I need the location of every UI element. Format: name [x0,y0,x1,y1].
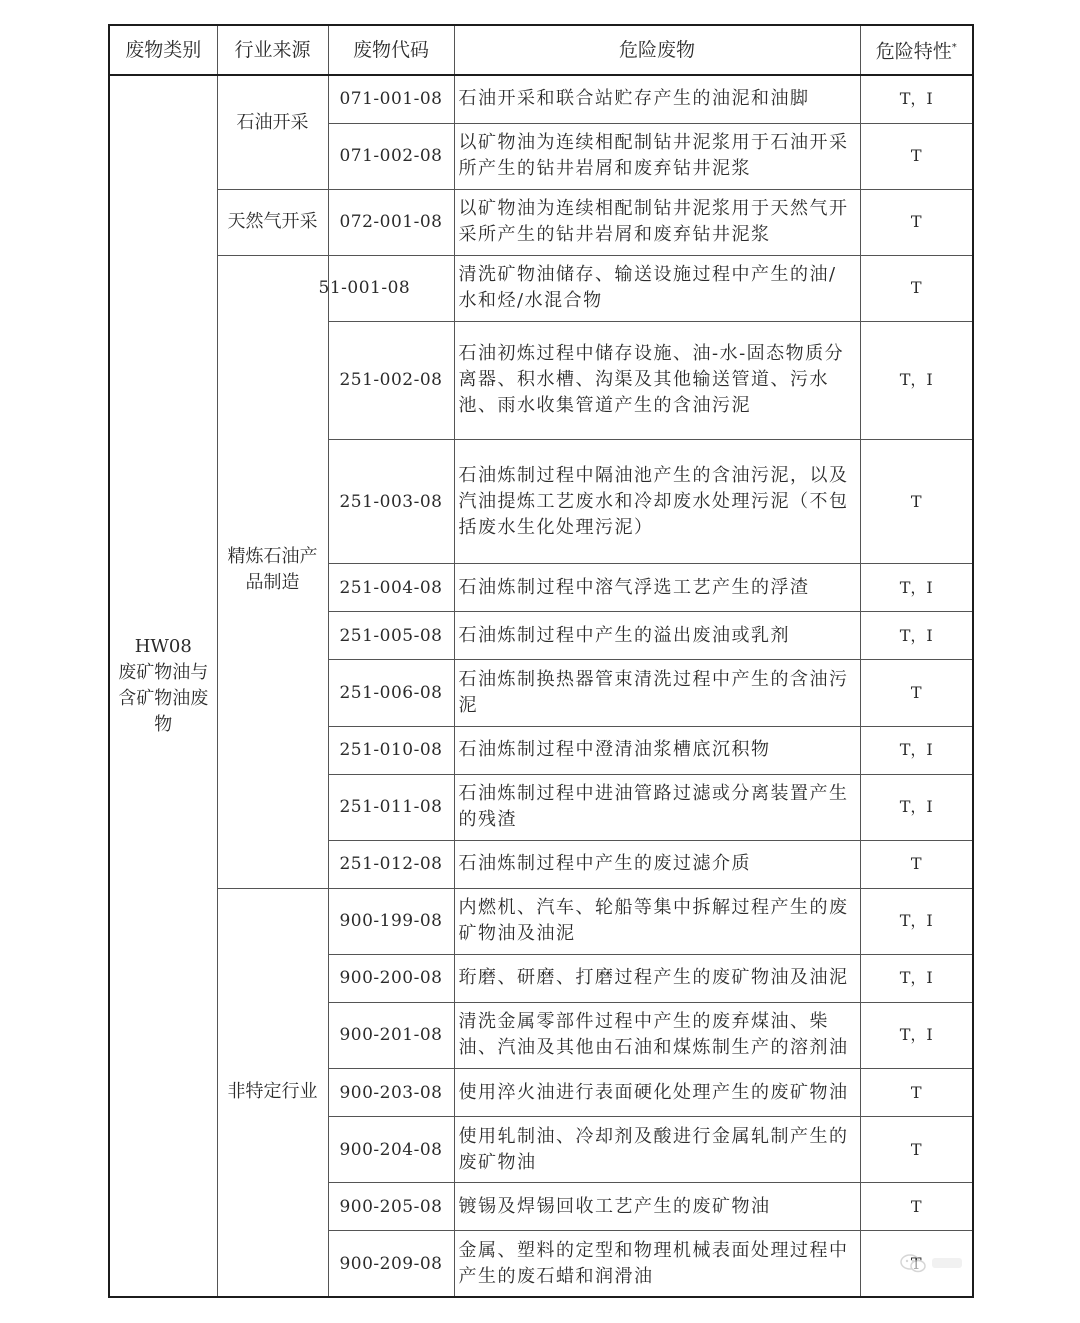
table-header-row [109,25,973,75]
waste-description: 石油炼制过程中溶气浮选工艺产生的浮渣 [454,564,860,612]
waste-code: 251-006-08 [328,660,454,726]
hazard-characteristic: T，I [860,564,973,612]
waste-description: 石油初炼过程中储存设施、油-水-固态物质分离器、积水槽、沟渠及其他输送管道、污水池、雨水收集管道产生的含油污泥 [454,321,860,439]
waste-code: 251-012-08 [328,840,454,888]
waste-description: 石油炼制过程中澄清油浆槽底沉积物 [454,726,860,774]
waste-description: 内燃机、汽车、轮船等集中拆解过程产生的废矿物油及油泥 [454,888,860,954]
waste-code: 900-204-08 [328,1117,454,1183]
industry-gas-extraction: 天然气开采 [217,189,328,255]
hazard-characteristic: T，I [860,1002,973,1068]
waste-code: 251-005-08 [328,612,454,660]
waste-code: 900-201-08 [328,1002,454,1068]
hazard-characteristic: T [860,123,973,189]
hazard-characteristic: T [860,255,973,321]
waste-description: 石油开采和联合站贮存产生的油泥和油脚 [454,75,860,123]
table-row [109,888,973,954]
header-category: 废物类别 [109,25,217,75]
industry-oil-extraction: 石油开采 [217,75,328,189]
hazard-characteristic: T，I [860,612,973,660]
industry-refining: 精炼石油产品制造 [217,255,328,888]
waste-code: 071-001-08 [328,75,454,123]
hazardous-waste-table [108,24,974,1298]
waste-code: 251-011-08 [328,774,454,840]
waste-description: 以矿物油为连续相配制钻井泥浆用于石油开采所产生的钻井岩屑和废弃钻井泥浆 [454,123,860,189]
table-row [109,189,973,255]
waste-code: 071-002-08 [328,123,454,189]
hazard-characteristic: T，I [860,774,973,840]
hazard-characteristic: T [860,1069,973,1117]
hazard-characteristic: T [860,840,973,888]
waste-table-container [108,24,972,1298]
category-cell [109,75,217,1297]
waste-description: 以矿物油为连续相配制钻井泥浆用于天然气开采所产生的钻井岩屑和废弃钻井泥浆 [454,189,860,255]
industry-non-specific: 非特定行业 [217,888,328,1297]
hazard-characteristic: T，I [860,954,973,1002]
header-characteristic: 危险特性* [860,25,973,75]
waste-description: 使用淬火油进行表面硬化处理产生的废矿物油 [454,1069,860,1117]
hazard-characteristic: T，I [860,888,973,954]
waste-description: 清洗金属零部件过程中产生的废弃煤油、柴油、汽油及其他由石油和煤炼制生产的溶剂油 [454,1002,860,1068]
hazard-characteristic: T [860,660,973,726]
hazard-characteristic: T [860,440,973,564]
waste-code: 251-003-08 [328,440,454,564]
header-code: 废物代码 [328,25,454,75]
waste-code: 900-199-08 [328,888,454,954]
waste-code: 900-209-08 [328,1231,454,1297]
waste-code: 900-203-08 [328,1069,454,1117]
waste-code: 900-205-08 [328,1183,454,1231]
waste-code: 072-001-08 [328,189,454,255]
waste-code: 900-200-08 [328,954,454,1002]
category-code: HW08 [134,636,192,657]
waste-description: 使用轧制油、冷却剂及酸进行金属轧制产生的废矿物油 [454,1117,860,1183]
waste-code: 51-001-08 [328,255,454,321]
waste-description: 石油炼制换热器管束清洗过程中产生的含油污泥 [454,660,860,726]
waste-description: 清洗矿物油储存、输送设施过程中产生的油/水和烃/水混合物 [454,255,860,321]
waste-code: 251-010-08 [328,726,454,774]
waste-description: 石油炼制过程中进油管路过滤或分离装置产生的残渣 [454,774,860,840]
hazard-characteristic: T [860,1117,973,1183]
table-row [109,255,973,321]
waste-description: 石油炼制过程中隔油池产生的含油污泥，以及汽油提炼工艺废水和冷却废水处理污泥（不包括废水生化处理污泥） [454,440,860,564]
waste-description: 镀锡及焊锡回收工艺产生的废矿物油 [454,1183,860,1231]
hazard-characteristic: T，I [860,321,973,439]
hazard-characteristic: T，I [860,726,973,774]
waste-description: 石油炼制过程中产生的溢出废油或乳剂 [454,612,860,660]
waste-code: 251-004-08 [328,564,454,612]
waste-description: 珩磨、研磨、打磨过程产生的废矿物油及油泥 [454,954,860,1002]
hazard-characteristic: T [860,1183,973,1231]
hazard-characteristic: T [860,189,973,255]
wechat-watermark-icon [898,1250,972,1276]
header-industry: 行业来源 [217,25,328,75]
category-name: 废矿物油与含矿物油废物 [118,662,209,735]
hazard-characteristic: T，I [860,75,973,123]
table-row [109,75,973,123]
waste-description: 金属、塑料的定型和物理机械表面处理过程中产生的废石蜡和润滑油 [454,1231,860,1297]
header-waste: 危险废物 [454,25,860,75]
waste-description: 石油炼制过程中产生的废过滤介质 [454,840,860,888]
waste-code: 251-002-08 [328,321,454,439]
